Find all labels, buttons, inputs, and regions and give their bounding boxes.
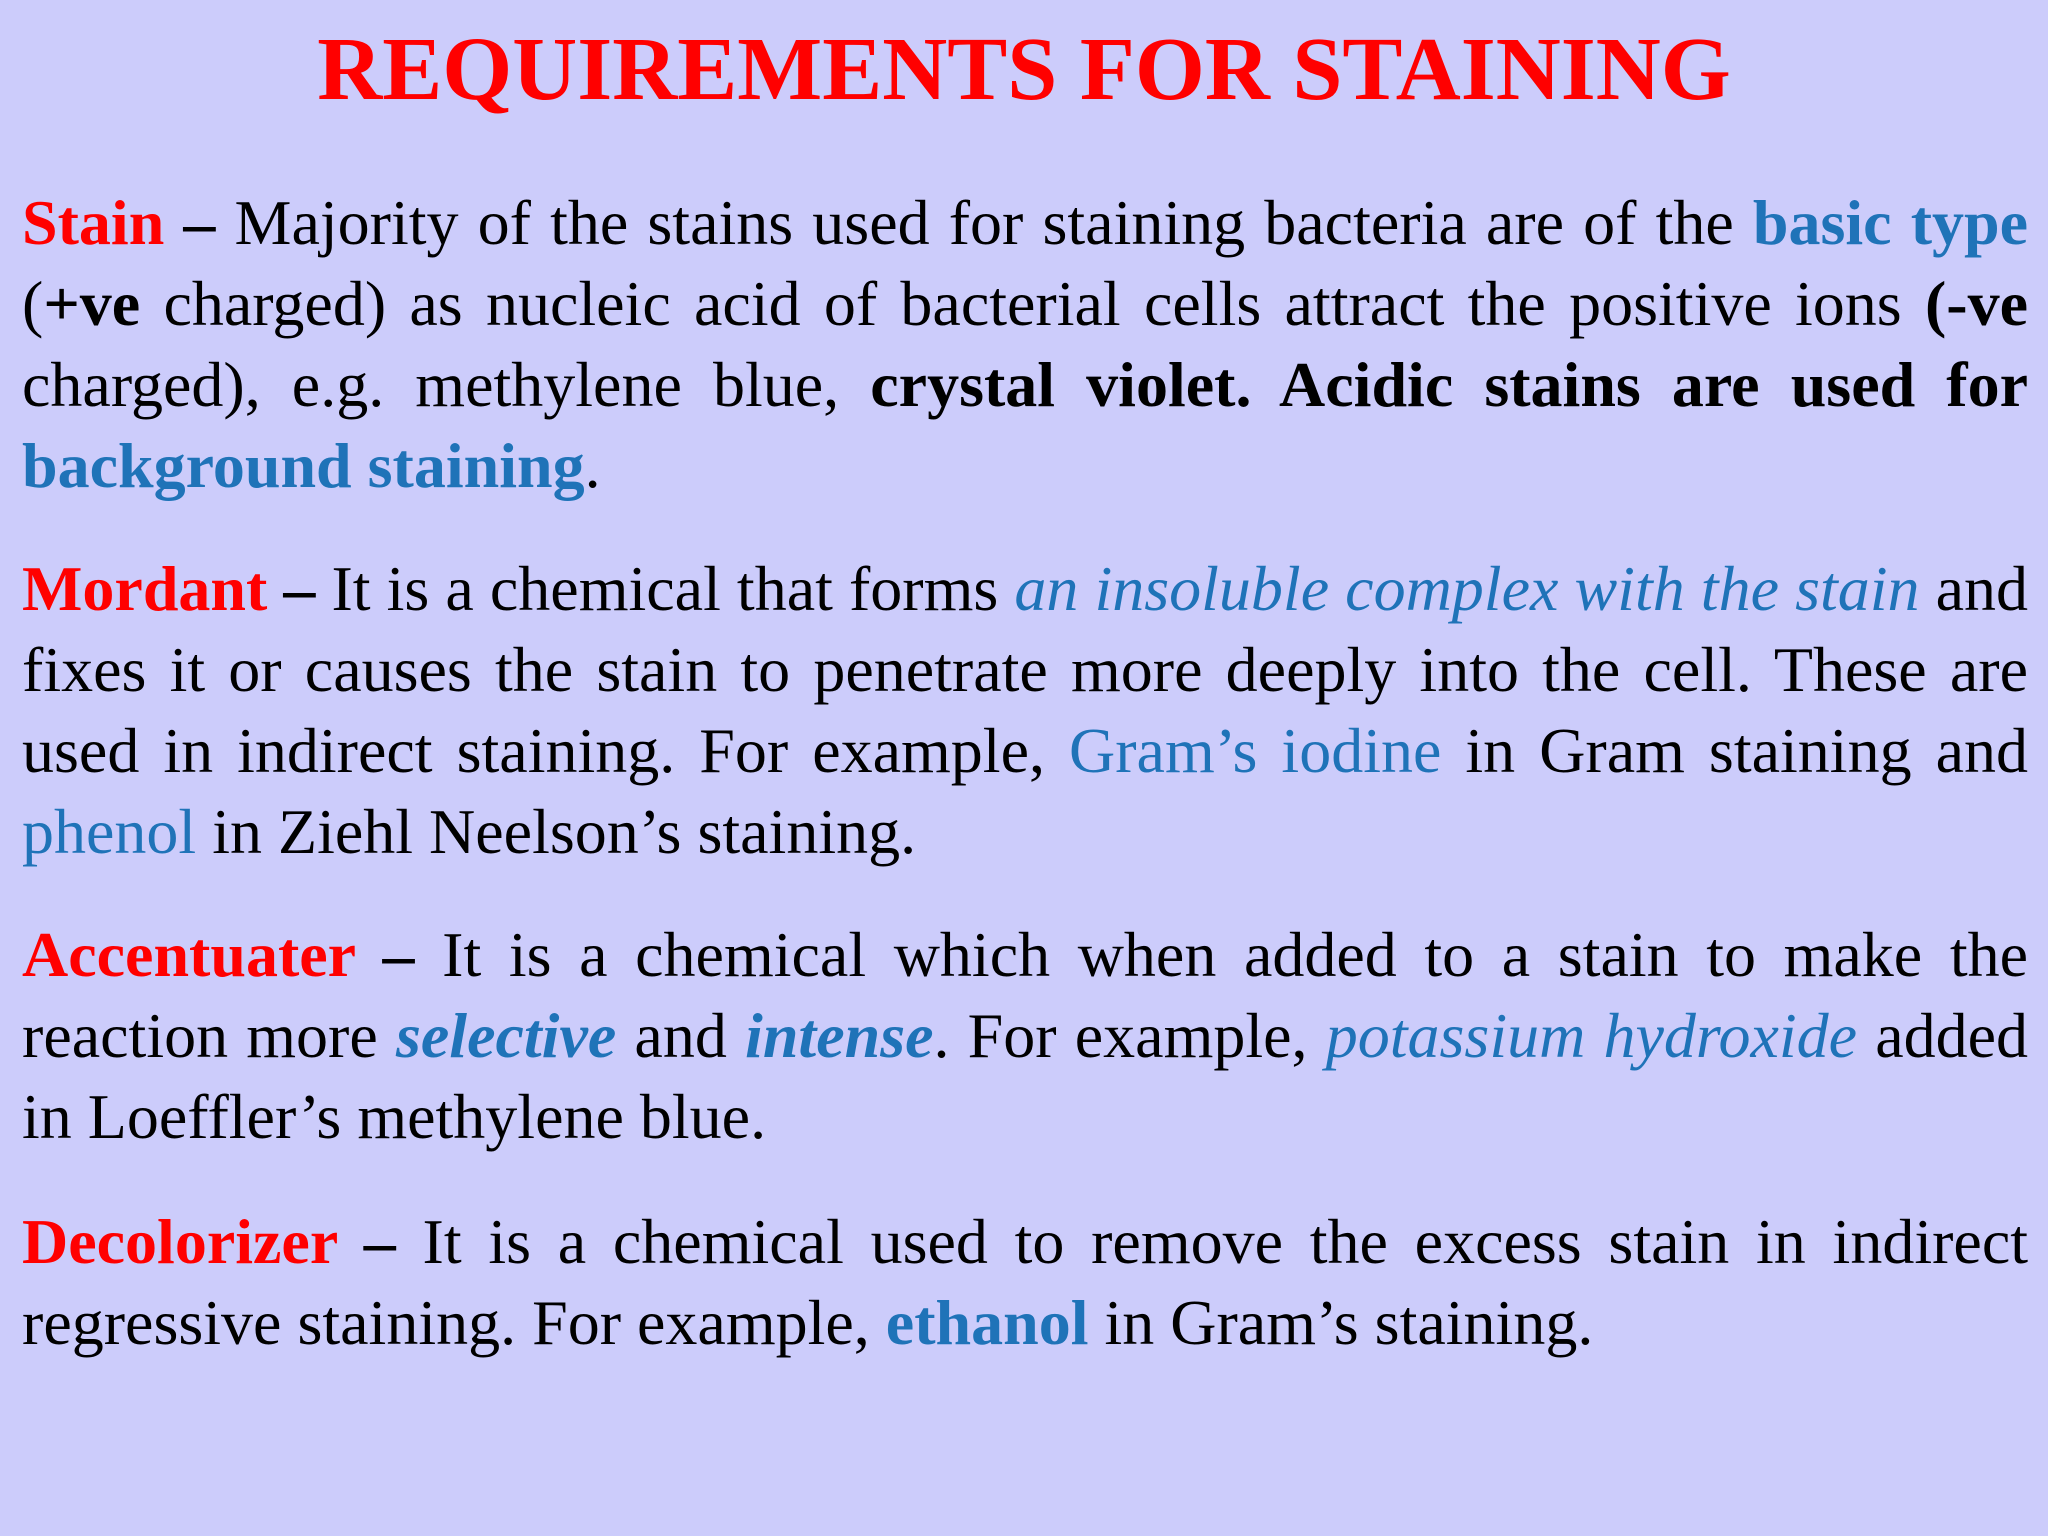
- accentuater-term: Accentuater: [22, 919, 355, 990]
- mordant-highlight-phenol: phenol: [22, 796, 197, 867]
- stain-term: Stain: [22, 187, 165, 258]
- mordant-highlight-insoluble-complex: an insoluble complex with the stain: [1014, 553, 1920, 624]
- accentuater-text-4: added in Loeffler’s methylene blue.: [22, 1000, 2029, 1152]
- stain-bold-negative: (-ve: [1924, 268, 2028, 339]
- accentuater-highlight-potassium-hydroxide: potassium hydroxide: [1325, 1000, 1858, 1071]
- accentuater-highlight-intense: intense: [745, 1000, 934, 1071]
- stain-bold-positive: +ve: [43, 268, 141, 339]
- mordant-text-4: in Ziehl Neelson’s staining.: [196, 796, 917, 867]
- mordant-dash: –: [267, 553, 332, 624]
- stain-text-4: charged), e.g. methylene blue,: [22, 349, 871, 420]
- stain-paragraph: [22, 182, 2028, 506]
- stain-text-2: (: [22, 268, 44, 339]
- stain-text-1: Majority of the stains used for staining bacteria are of the: [234, 187, 1753, 258]
- mordant-highlight-grams-iodine: Gram’s iodine: [1069, 715, 1442, 786]
- decolorizer-highlight-ethanol: ethanol: [885, 1287, 1089, 1358]
- decolorizer-dash: –: [337, 1206, 423, 1277]
- decolorizer-term: Decolorizer: [22, 1206, 338, 1277]
- accentuater-text-2: and: [616, 1000, 746, 1071]
- accentuater-text-1: It is a chemical which when added to a stain to make the reaction more: [22, 919, 2029, 1071]
- mordant-text-3: in Gram staining and: [1441, 715, 2029, 786]
- stain-highlight-background-staining: background staining: [22, 430, 585, 501]
- mordant-text-1: It is a chemical that forms: [331, 553, 1015, 624]
- stain-highlight-basic-type: basic type: [1752, 187, 2028, 258]
- accentuater-paragraph: [22, 914, 2028, 1157]
- mordant-paragraph: [22, 548, 2028, 872]
- stain-dash: –: [164, 187, 235, 258]
- mordant-text-2: and fixes it or causes the stain to penetrate more deeply into the cell. These are used in indirect staining. For example,: [22, 553, 2029, 786]
- accentuater-text-3: . For example,: [933, 1000, 1326, 1071]
- stain-text-3: charged) as nucleic acid of bacterial cells attract the positive ions: [140, 268, 1925, 339]
- accentuater-highlight-selective: selective: [395, 1000, 617, 1071]
- stain-text-5: .: [584, 430, 601, 501]
- slide-title: REQUIREMENTS FOR STAINING: [317, 20, 1731, 119]
- decolorizer-text-2: in Gram’s staining.: [1088, 1287, 1594, 1358]
- decolorizer-text-1: It is a chemical used to remove the excess stain in indirect regressive staining. For example,: [22, 1206, 2029, 1358]
- accentuater-dash: –: [354, 919, 443, 990]
- stain-bold-crystal-violet: crystal violet. Acidic stains are used for: [870, 349, 2029, 420]
- mordant-term: Mordant: [22, 553, 268, 624]
- decolorizer-paragraph: [22, 1201, 2028, 1363]
